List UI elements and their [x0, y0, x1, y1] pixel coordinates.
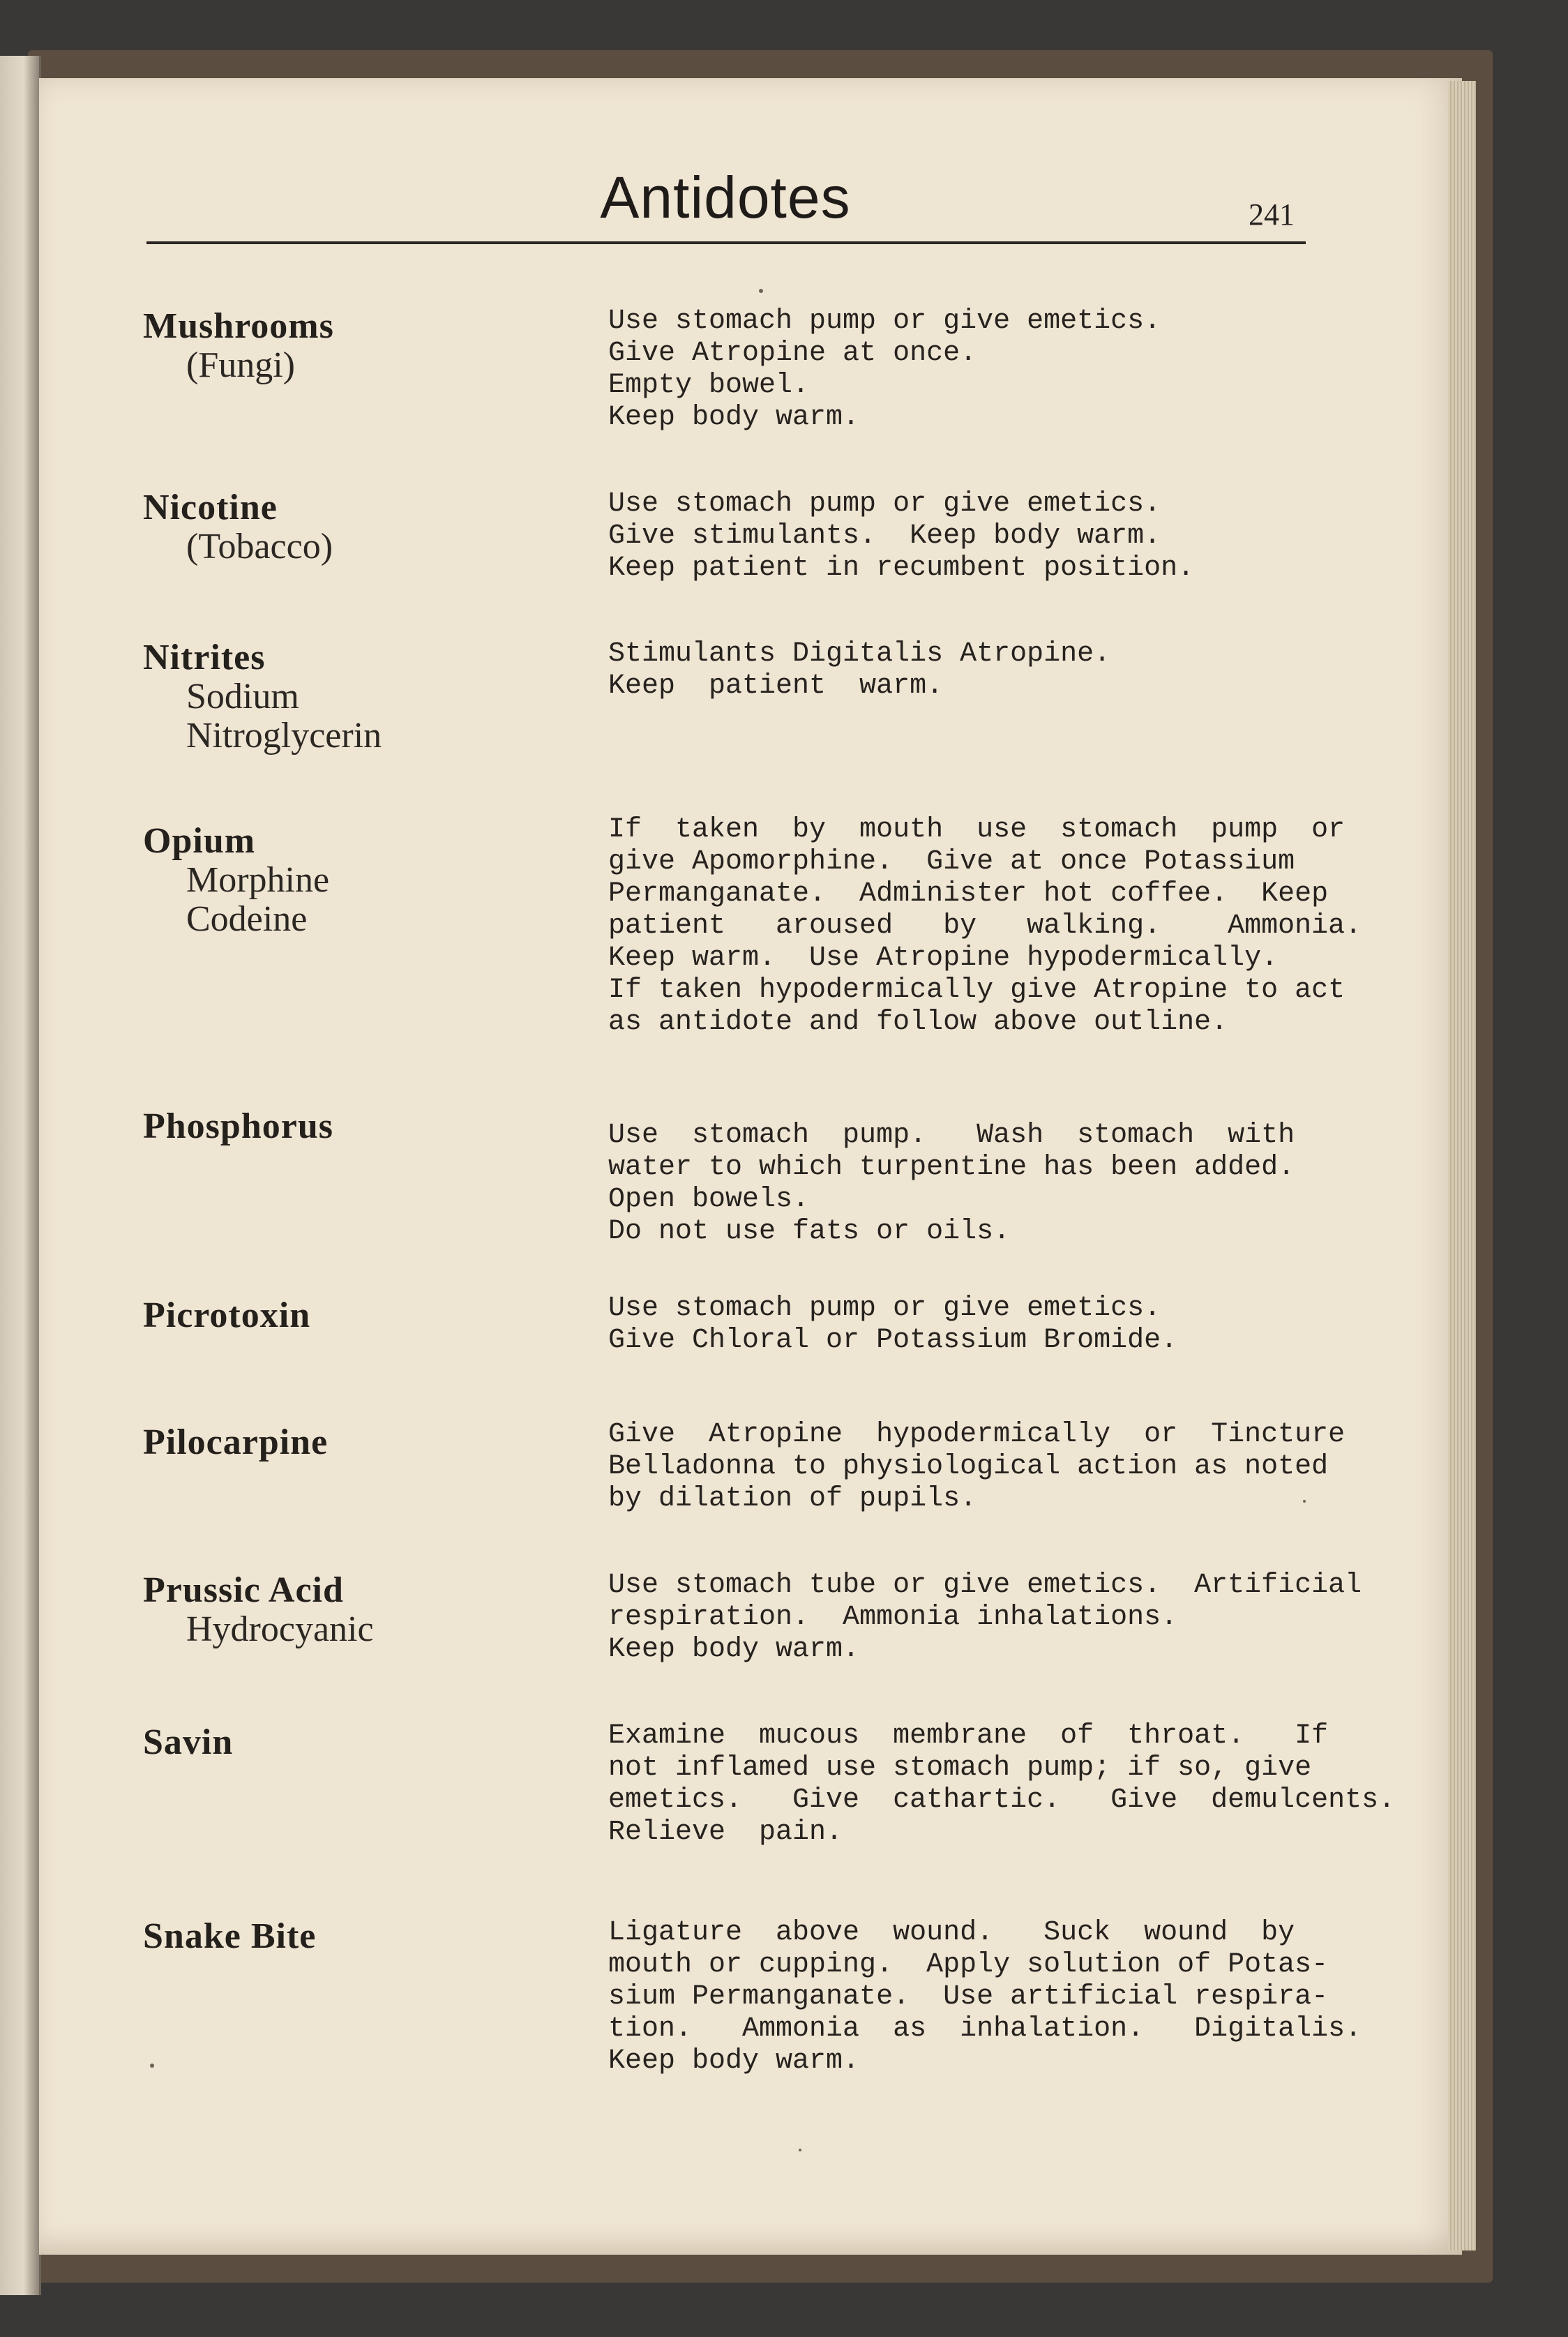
page-number: 241 [1249, 197, 1295, 232]
antidote-line: Empty bowel. [608, 370, 810, 401]
antidote-text [608, 638, 1314, 702]
poison-name: Savin [143, 1722, 234, 1762]
antidote-line: tion. Ammonia as inhalation. Digitalis. [608, 2013, 1362, 2045]
antidote-line: give Apomorphine. Give at once Potassium [608, 846, 1295, 878]
antidote-line: Give Atropine hypodermically or Tincture [608, 1419, 1345, 1450]
poison-name: Snake Bite [143, 1916, 317, 1956]
poison-subname: Morphine [186, 860, 330, 900]
poison-subname: (Fungi) [186, 345, 295, 385]
antidote-text [608, 1917, 1362, 2077]
poison-name: Nicotine [143, 488, 278, 527]
poison-cell [143, 1917, 631, 1956]
poison-subname: Nitroglycerin [186, 716, 382, 756]
poison-name: Opium [143, 821, 256, 861]
facing-page-edge [0, 56, 41, 2295]
antidote-text [608, 814, 1362, 1039]
poison-cell [143, 1423, 631, 1462]
antidote-line: emetics. Give cathartic. Give demulcents. [608, 1784, 1396, 1816]
antidote-line: mouth or cupping. Apply solution of Potas- [608, 1949, 1329, 1981]
antidote-text [608, 306, 1314, 434]
poison-subname: (Tobacco) [186, 527, 333, 566]
poison-cell [143, 1107, 631, 1146]
paper-speck [759, 289, 763, 293]
page-title: Antidotes [600, 165, 851, 230]
antidote-line: Ligature above wound. Suck wound by [608, 1917, 1295, 1948]
antidote-line: If taken by mouth use stomach pump or [608, 814, 1345, 846]
antidote-text [608, 1120, 1314, 1248]
antidote-line: sium Permanganate. Use artificial respira- [608, 1981, 1329, 2013]
poison-cell [143, 1296, 631, 1335]
antidote-line: by dilation of pupils. [608, 1483, 977, 1515]
antidote-line: Keep body warm. [608, 402, 860, 433]
antidote-line: as antidote and follow above outline. [608, 1007, 1228, 1038]
antidote-line: Stimulants Digitalis Atropine. [608, 638, 1111, 670]
poison-cell [143, 1571, 631, 1649]
poison-name: Picrotoxin [143, 1295, 311, 1335]
antidote-line: Keep body warm. [608, 2045, 860, 2077]
antidote-line: Use stomach tube or give emetics. Artificial [608, 1570, 1362, 1601]
paper-speck [150, 2064, 154, 2068]
antidote-line: Relieve pain. [608, 1817, 843, 1848]
antidote-line: Belladonna to physiological action as noted [608, 1451, 1329, 1482]
antidote-line: Open bowels. [608, 1184, 810, 1215]
poison-subname: Hydrocyanic [186, 1609, 374, 1649]
antidote-line: Give Chloral or Potassium Bromide. [608, 1325, 1178, 1356]
antidote-line: Use stomach pump or give emetics. [608, 306, 1161, 337]
antidote-line: Keep patient in recumbent position. [608, 553, 1195, 584]
poison-cell [143, 638, 631, 756]
antidote-line: patient aroused by walking. Ammonia. [608, 910, 1362, 942]
antidote-line: Use stomach pump. Wash stomach with [608, 1120, 1295, 1151]
antidote-line: Permanganate. Administer hot coffee. Keep [608, 878, 1329, 910]
page-stack-edge [1448, 81, 1476, 2250]
antidote-line: Use stomach pump or give emetics. [608, 1293, 1161, 1324]
antidote-text [608, 1720, 1396, 1849]
antidote-line: Keep warm. Use Atropine hypodermically. [608, 942, 1279, 974]
antidote-line: Give stimulants. Keep body warm. [608, 520, 1161, 552]
poison-name: Nitrites [143, 638, 266, 677]
poison-cell [143, 307, 631, 385]
antidote-line: respiration. Ammonia inhalations. [608, 1602, 1178, 1633]
antidote-text [608, 488, 1314, 585]
antidote-line: Keep body warm. [608, 1634, 860, 1665]
antidote-text [608, 1570, 1362, 1666]
poison-name: Pilocarpine [143, 1422, 329, 1462]
antidote-line: Keep patient warm. [608, 670, 944, 702]
poison-name: Phosphorus [143, 1106, 333, 1146]
poison-subname: Sodium [186, 677, 299, 716]
antidote-line: Examine mucous membrane of throat. If [608, 1720, 1329, 1752]
header-rule [146, 241, 1306, 244]
antidote-line: water to which turpentine has been added. [608, 1152, 1295, 1183]
poison-cell [143, 1723, 631, 1762]
poison-cell [143, 488, 631, 566]
antidote-line: Do not use fats or oils. [608, 1216, 1011, 1247]
poison-cell [143, 822, 631, 939]
antidote-line: Give Atropine at once. [608, 338, 977, 369]
poison-name: Prussic Acid [143, 1570, 344, 1610]
antidote-text [608, 1293, 1314, 1357]
poison-subname: Codeine [186, 899, 308, 939]
paper-speck [1303, 1500, 1306, 1503]
paper-speck [799, 2149, 801, 2151]
antidote-text [608, 1419, 1345, 1515]
antidote-line: not inflamed use stomach pump; if so, give [608, 1752, 1312, 1784]
poison-name: Mushrooms [143, 306, 334, 346]
antidote-line: Use stomach pump or give emetics. [608, 488, 1161, 520]
antidote-line: If taken hypodermically give Atropine to act [608, 975, 1345, 1006]
